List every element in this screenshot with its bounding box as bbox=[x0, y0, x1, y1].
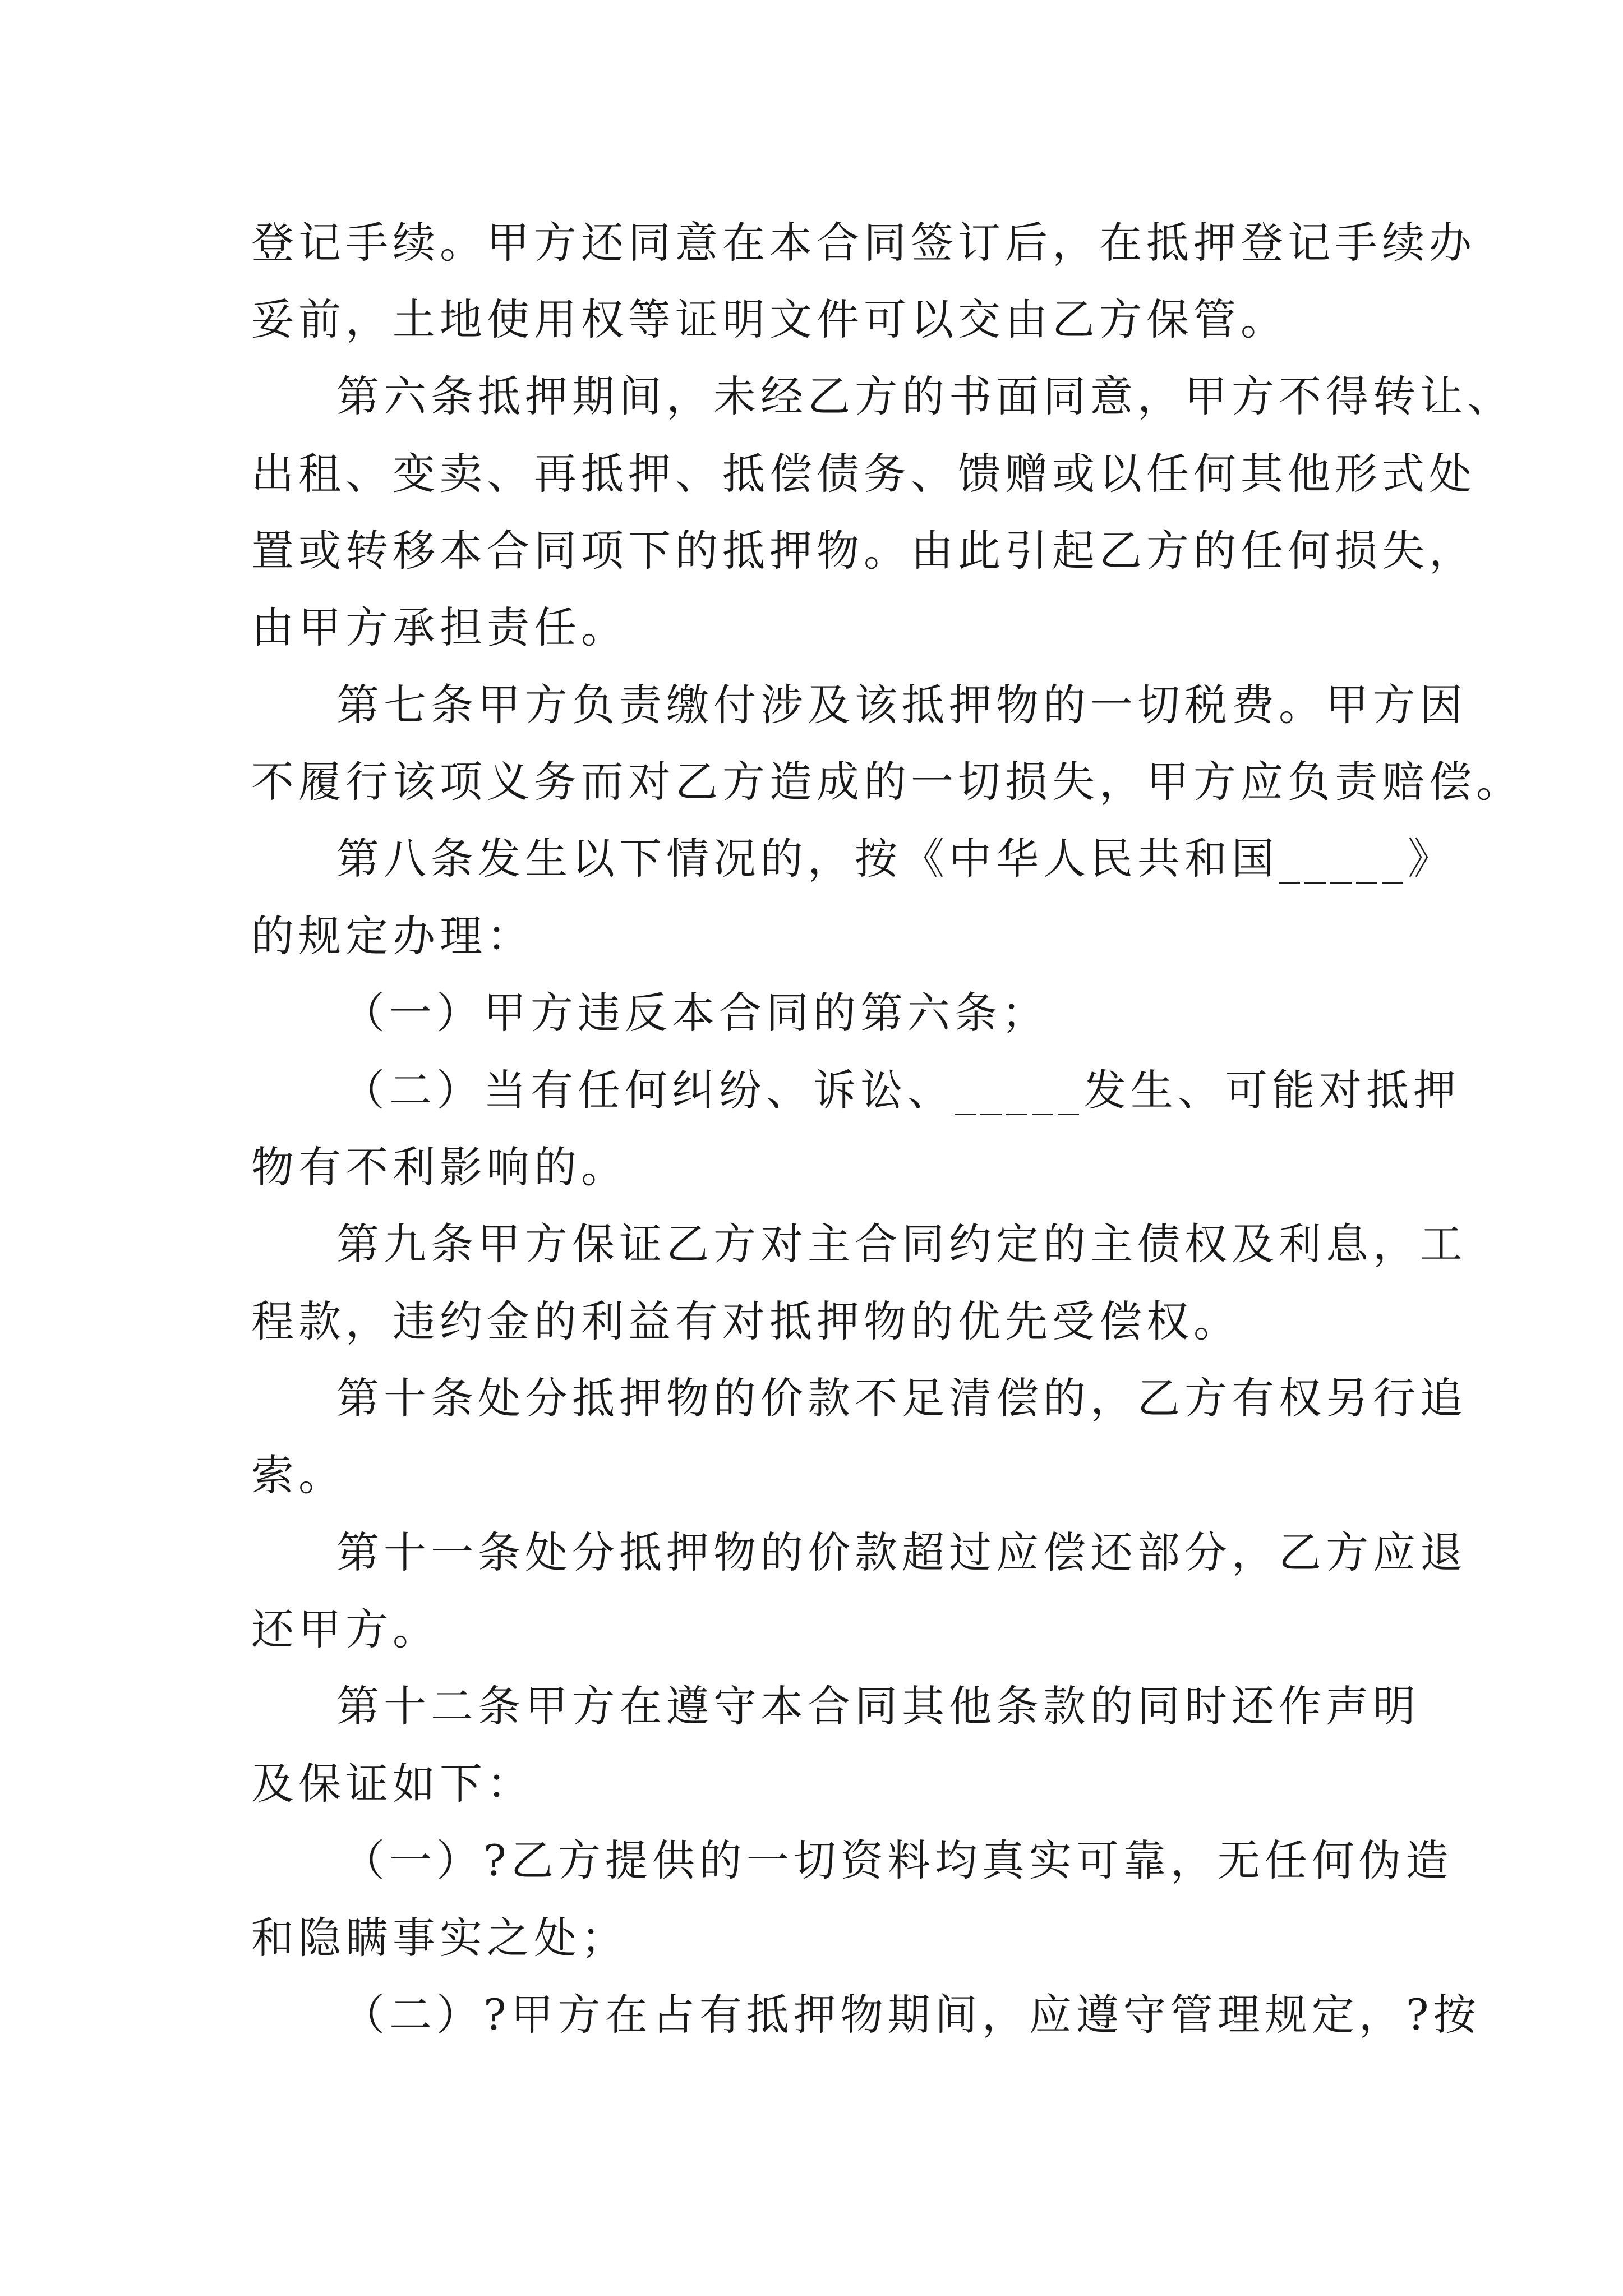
text-line: 第十二条甲方在遵守本合同其他条款的同时还作声明 bbox=[336, 1681, 1420, 1731]
text-line: 第十一条处分抵押物的价款超过应偿还部分，乙方应退 bbox=[336, 1527, 1467, 1577]
text-line: 妥前，土地使用权等证明文件可以交由乙方保管。 bbox=[251, 295, 1288, 344]
text-line: 还甲方。 bbox=[251, 1604, 440, 1654]
text-line: （二）?甲方在占有抵押物期间，应遵守管理规定，?按 bbox=[342, 1990, 1481, 2040]
text-line: 的规定办理： bbox=[251, 911, 534, 961]
text-line: （一）甲方违反本合同的第六条； bbox=[342, 988, 1049, 1038]
text-line: 和隐瞒事实之处； bbox=[251, 1913, 628, 1963]
text-line: 出租、变卖、再抵押、抵偿债务、馈赠或以任何其他形式处 bbox=[251, 449, 1476, 499]
text-line: 置或转移本合同项下的抵押物。由此引起乙方的任何损失， bbox=[251, 526, 1476, 576]
text-line: 由甲方承担责任。 bbox=[251, 602, 628, 652]
text-line: 第九条甲方保证乙方对主合同约定的主债权及利息，工 bbox=[336, 1219, 1467, 1269]
text-line: 程款，违约金的利益有对抵押物的优先受偿权。 bbox=[251, 1296, 1241, 1346]
text-line: （一）?乙方提供的一切资料均真实可靠，无任何伪造 bbox=[342, 1835, 1453, 1885]
text-line: 第七条甲方负责缴付涉及该抵押物的一切税费。甲方因 bbox=[336, 680, 1467, 730]
text-line: 第六条抵押期间，未经乙方的书面同意，甲方不得转让、 bbox=[336, 371, 1514, 421]
text-line: （二）当有任何纠纷、诉讼、_____发生、可能对抵押 bbox=[342, 1065, 1460, 1115]
text-line: 不履行该项义务而对乙方造成的一切损失，甲方应负责赔偿。 bbox=[251, 757, 1523, 807]
text-line: 物有不利影响的。 bbox=[251, 1142, 628, 1192]
text-line: 登记手续。甲方还同意在本合同签订后，在抵押登记手续办 bbox=[251, 218, 1476, 268]
text-line: 第八条发生以下情况的，按《中华人民共和国_____》 bbox=[336, 834, 1455, 884]
text-line: 第十条处分抵押物的价款不足清偿的，乙方有权另行追 bbox=[336, 1373, 1467, 1423]
text-line: 及保证如下： bbox=[251, 1759, 534, 1809]
text-line: 索。 bbox=[251, 1450, 345, 1500]
